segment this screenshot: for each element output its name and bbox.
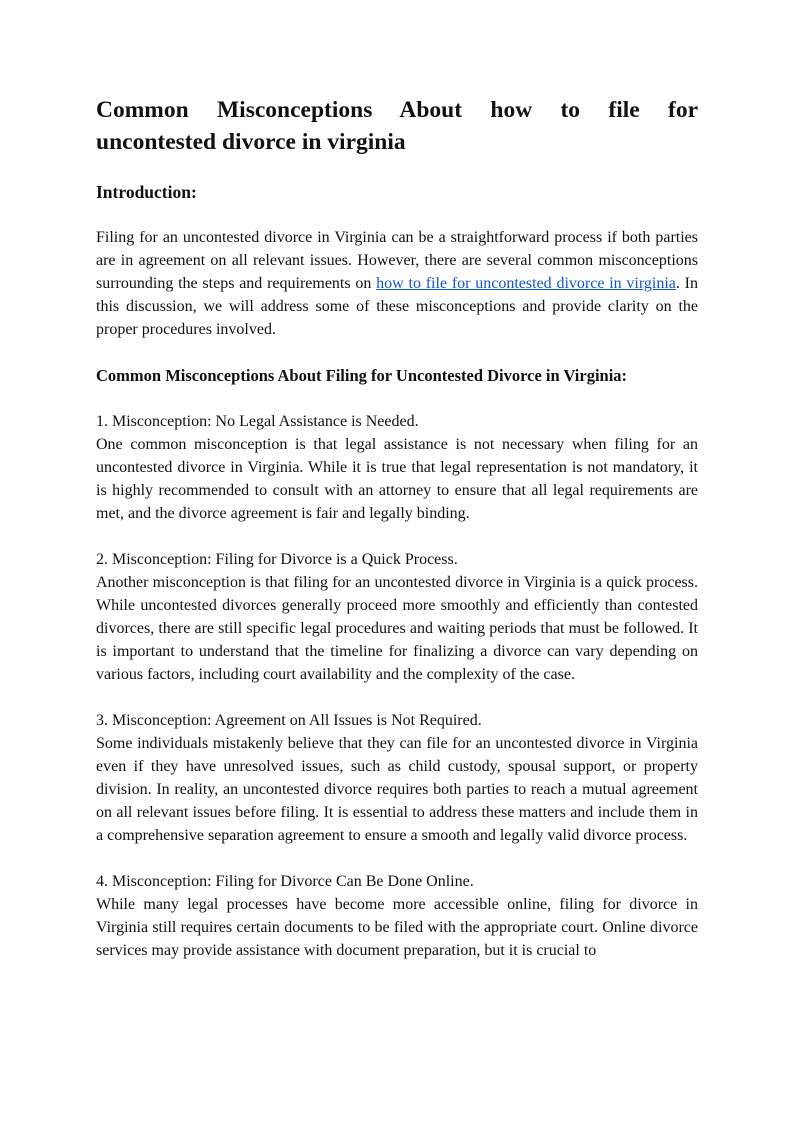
misconception-item-2 bbox=[96, 548, 698, 686]
misconception-item-4 bbox=[96, 870, 698, 962]
intro-text-after-link: . In this discussion, we will address some of these misconceptions and provide clarity on the proper procedures involved. bbox=[96, 275, 699, 338]
misconception-item-3 bbox=[96, 709, 698, 847]
title-line-1: Common Misconceptions About how to file for bbox=[96, 97, 698, 123]
misconception-title: 2. Misconception: Filing for Divorce is a Quick Process. bbox=[96, 551, 458, 568]
misconception-body: Some individuals mistakenly believe that they can file for an uncontested divorce in Virginia even if they have unresolved issues, such as child custody, spousal support, or property division. In reality, an uncontested divorce requires both parties to reach a mutual agreement on all relevant issues before filing. It is essential to address these matters and include them in a comprehensive separation agreement to ensure a smooth and legally valid divorce process. bbox=[96, 735, 698, 844]
document-title bbox=[96, 94, 698, 158]
introduction-paragraph bbox=[96, 226, 698, 341]
misconception-title: 4. Misconception: Filing for Divorce Can Be Done Online. bbox=[96, 873, 474, 890]
title-line-2: uncontested divorce in virginia bbox=[96, 129, 406, 155]
misconception-item-1 bbox=[96, 410, 698, 525]
misconception-body: One common misconception is that legal assistance is not necessary when filing for an uncontested divorce in Virginia. While it is true that legal representation is not mandatory, it is highly recommended to consult with an attorney to ensure that all legal requirements are met, and the divorce agreement is fair and legally binding. bbox=[96, 436, 698, 522]
intro-text-before-link: Filing for an uncontested divorce in Virginia can be a straightforward process if both parties are in agreement on all relevant issues. However, there are several common misconceptions surrounding the steps and requirements on bbox=[96, 229, 698, 292]
misconception-body: Another misconception is that filing for an uncontested divorce in Virginia is a quick process. While uncontested divorces generally proceed more smoothly and efficiently than contested divorces, there are still specific legal procedures and waiting periods that must be followed. It is important to understand that the timeline for finalizing a divorce can vary depending on various factors, including court availability and the complexity of the case. bbox=[96, 574, 698, 683]
misconception-title: 3. Misconception: Agreement on All Issues is Not Required. bbox=[96, 712, 482, 729]
misconception-body: While many legal processes have become more accessible online, filing for divorce in Virginia still requires certain documents to be filed with the appropriate court. Online divorce services may provide assistance with document preparation, but it is crucial to bbox=[96, 896, 698, 959]
introduction-heading: Introduction: bbox=[96, 182, 197, 202]
document-page bbox=[96, 94, 698, 962]
misconception-title: 1. Misconception: No Legal Assistance is Needed. bbox=[96, 413, 419, 430]
uncontested-divorce-link[interactable]: how to file for uncontested divorce in virginia bbox=[376, 275, 676, 292]
misconceptions-section-heading: Common Misconceptions About Filing for Uncontested Divorce in Virginia: bbox=[96, 366, 628, 385]
